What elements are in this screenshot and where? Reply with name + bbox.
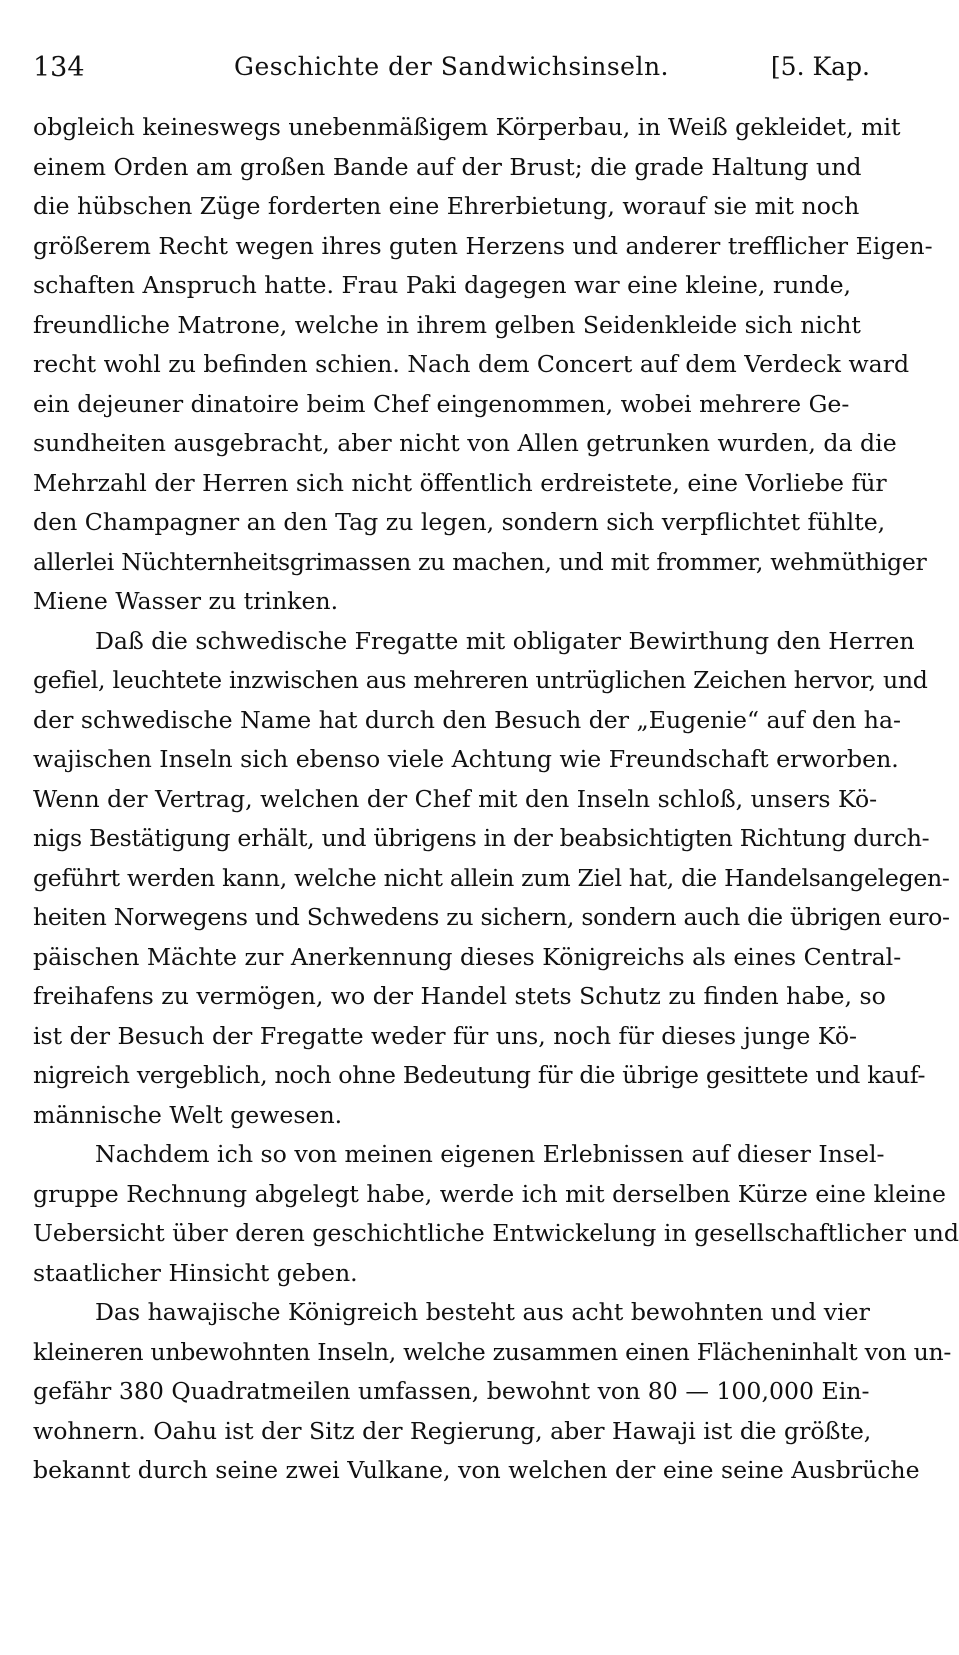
text-line: päischen Mächte zur Anerkennung dieses Königreichs als eines Central- <box>33 942 902 971</box>
text-line: die hübschen Züge forderten eine Ehrerbietung, worauf sie mit noch <box>33 192 860 220</box>
text-line: gefähr 380 Quadratmeilen umfassen, bewohnt von 80 — 100,000 Ein- <box>33 1377 870 1405</box>
text-line: gruppe Rechnung abgelegt habe, werde ich mit derselben Kürze eine kleine <box>33 1179 946 1208</box>
text-line: männische Welt gewesen. <box>33 1100 343 1129</box>
text-line: Daß die schwedische Fregatte mit obligater Bewirthung den Herren <box>95 626 915 655</box>
running-title: Geschichte der Sandwichsinseln. <box>233 52 669 81</box>
body-text <box>33 108 959 1491</box>
text-line: einem Orden am großen Bande auf der Brust; die grade Haltung und <box>33 152 862 181</box>
text-line: nigs Bestätigung erhält, und übrigens in der beabsichtigten Richtung durch- <box>33 824 930 852</box>
text-line: Nachdem ich so von meinen eigenen Erlebnissen auf dieser Insel- <box>95 1140 885 1168</box>
text-line: Wenn der Vertrag, welchen der Chef mit den Inseln schloß, unsers Kö- <box>33 784 878 813</box>
text-line: größerem Recht wegen ihres guten Herzens und anderer trefflicher Eigen- <box>33 231 933 260</box>
text-line: sundheiten ausgebracht, aber nicht von Allen getrunken wurden, da die <box>33 429 897 457</box>
page-header <box>33 52 870 88</box>
text-line: gefiel, leuchtete inzwischen aus mehreren untrüglichen Zeichen hervor, und <box>33 666 928 694</box>
text-line: Mehrzahl der Herren sich nicht öffentlich erdreistete, eine Vorliebe für <box>33 468 887 497</box>
text-line: den Champagner an den Tag zu legen, sondern sich verpflichtet fühlte, <box>33 508 886 536</box>
text-line: obgleich keineswegs unebenmäßigem Körperbau, in Weiß gekleidet, mit <box>33 113 901 141</box>
text-line: wajischen Inseln sich ebenso viele Achtung wie Freundschaft erworben. <box>33 745 899 773</box>
text-line: bekannt durch seine zwei Vulkane, von welchen der eine seine Ausbrüche <box>33 1456 920 1484</box>
text-line: geführt werden kann, welche nicht allein zum Ziel hat, die Handelsangelegen- <box>33 863 950 892</box>
chapter-reference: [5. Kap. <box>770 52 870 81</box>
text-line: der schwedische Name hat durch den Besuch der „Eugenie“ auf den ha- <box>33 705 902 734</box>
text-line: Miene Wasser zu trinken. <box>33 587 339 615</box>
page-number: 134 <box>33 52 85 83</box>
text-line: Das hawajische Königreich besteht aus acht bewohnten und vier <box>95 1298 870 1326</box>
text-line: heiten Norwegens und Schwedens zu sichern, sondern auch die übrigen euro- <box>33 903 950 931</box>
text-line: wohnern. Oahu ist der Sitz der Regierung, aber Hawaji ist die größte, <box>33 1416 872 1445</box>
text-line: schaften Anspruch hatte. Frau Paki dagegen war eine kleine, runde, <box>33 271 852 299</box>
text-line: kleineren unbewohnten Inseln, welche zusammen einen Flächeninhalt von un- <box>33 1337 952 1366</box>
text-line: staatlicher Hinsicht geben. <box>33 1258 358 1287</box>
text-line: ist der Besuch der Fregatte weder für uns, noch für dieses junge Kö- <box>33 1021 857 1050</box>
text-line: freihafens zu vermögen, wo der Handel stets Schutz zu finden habe, so <box>33 982 886 1010</box>
text-line: allerlei Nüchternheitsgrimassen zu machen, und mit frommer, wehmüthiger <box>33 547 927 576</box>
text-line: Uebersicht über deren geschichtliche Entwickelung in gesellschaftlicher und <box>33 1219 959 1247</box>
text-line: recht wohl zu befinden schien. Nach dem Concert auf dem Verdeck ward <box>33 350 910 378</box>
text-line: ein dejeuner dinatoire beim Chef eingenommen, wobei mehrere Ge- <box>33 389 850 418</box>
text-line: nigreich vergeblich, noch ohne Bedeutung für die übrige gesittete und kauf- <box>33 1061 926 1089</box>
text-line: freundliche Matrone, welche in ihrem gelben Seidenkleide sich nicht <box>33 310 861 339</box>
